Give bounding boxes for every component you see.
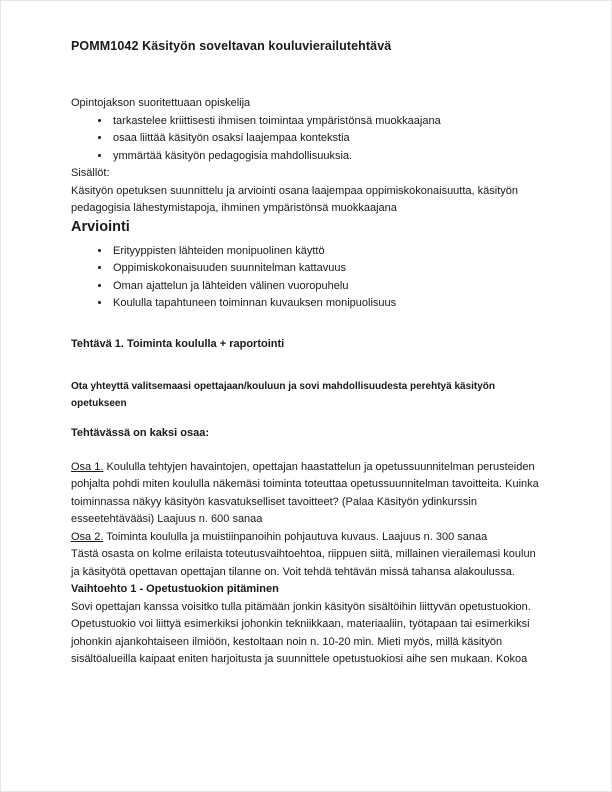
option1-text: Sovi opettajan kanssa voisitko tulla pitämään jonkin käsityön sisältöihin liittyvän opetustuokion. Opetustuokio voi liittyä esimerkiksi johonkin tekniikkaan, materiaaliin, työtapaan tai esimerkiksi johonkin ajankohtaiseen ilmiöön, kestoltaan noin n. 10-20 min. Mieti myös, millä käsityön sisältöalueilla kaipaat eniten harjoitusta ja suunnittele opetustuokiosi aihe sen mukaan. Kokoa bbox=[71, 600, 531, 665]
assessment-heading: Arviointi bbox=[71, 218, 130, 235]
assessment-list bbox=[71, 243, 541, 313]
objective-item: • tarkastelee kriittisesti ihmisen toimintaa ympäristönsä muokkaajana bbox=[111, 113, 541, 131]
assessment-item: • Oppimiskokonaisuuden suunnitelman kattavuus bbox=[111, 260, 541, 278]
part2-label: Osa 2. bbox=[71, 530, 104, 543]
assessment-item: • Oman ajattelun ja lähteiden välinen vuoropuhelu bbox=[111, 278, 541, 296]
part1-label: Osa 1. bbox=[71, 460, 104, 473]
task1-subheading: Ota yhteyttä valitsemaasi opettajaan/kouluun ja sovi mahdollisuudesta perehtyä käsityön opetukseen bbox=[71, 381, 496, 409]
part2-text: Toiminta koululla ja muistiinpanoihin pohjautuva kuvaus. Laajuus n. 300 sanaa bbox=[106, 530, 488, 543]
two-parts-label: Tehtävässä on kaksi osaa: bbox=[71, 427, 209, 439]
objectives-list bbox=[71, 113, 541, 166]
part2-paragraph bbox=[71, 529, 541, 547]
options-intro: Tästä osasta on kolme erilaista toteutusvaihtoehtoa, riippuen siitä, millainen vierailemasi koulun ja käsityötä opettavan opettajan tilanne on. Voit tehdä tehtävän missä tahansa alakoulussa. bbox=[71, 548, 536, 578]
option1-heading: Vaihtoehto 1 - Opetustuokion pitäminen bbox=[71, 583, 279, 595]
assessment-item: • Erityyppisten lähteiden monipuolinen käyttö bbox=[111, 243, 541, 261]
objective-item: • osaa liittää käsityön osaksi laajempaa kontekstia bbox=[111, 130, 541, 148]
intro-text: Opintojakson suoritettuaan opiskelija bbox=[71, 97, 251, 109]
assessment-item: • Koululla tapahtuneen toiminnan kuvauksen monipuolisuus bbox=[111, 295, 541, 313]
contents-text: Käsityön opetuksen suunnittelu ja arviointi osana laajempaa oppimiskokonaisuutta, käsityön pedagogisia lähestymistapoja, ihminen ympäristönsä muokkaajana bbox=[71, 184, 518, 214]
task1-heading: Tehtävä 1. Toiminta koululla + raportointi bbox=[71, 337, 285, 350]
objective-item: • ymmärtää käsityön pedagogisia mahdollisuuksia. bbox=[111, 148, 541, 166]
contents-label: Sisällöt: bbox=[71, 167, 110, 179]
part1-paragraph bbox=[71, 459, 541, 529]
course-title: POMM1042 Käsityön soveltavan kouluvierailutehtävä bbox=[71, 39, 392, 53]
part1-text: Koululla tehtyjen havaintojen, opettajan haastattelun ja opetussuunnitelman perusteiden pohjalta pohdi miten koululla näkemäsi toiminta toteuttaa opetussuunnitelman tavoitteita. Kuinka toiminnassa näkyy käsityön kasvatukselliset tavoitteet? (Palaa Käsityön ydinkurssin esseetehtävääsi) Laajuus n. 600 sanaa bbox=[71, 460, 539, 525]
